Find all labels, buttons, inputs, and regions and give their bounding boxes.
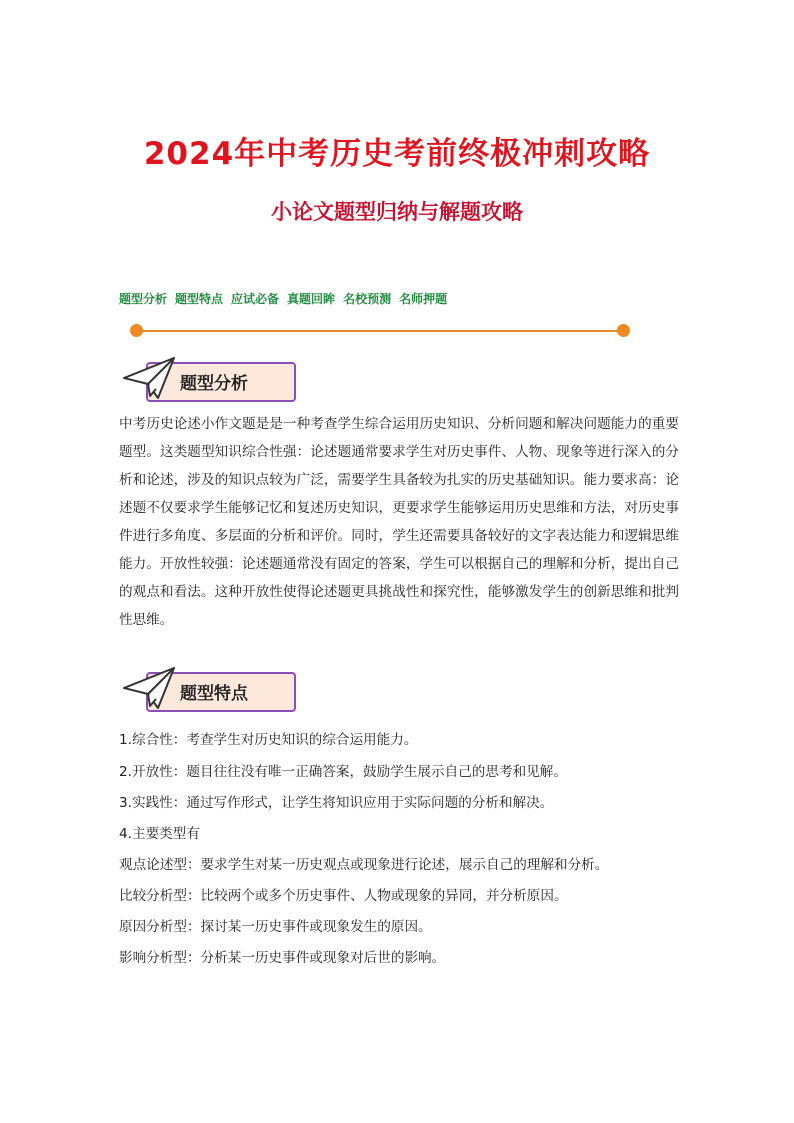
divider-dot-right — [617, 324, 630, 337]
feature-line-5: 观点论述型：要求学生对某一历史观点或现象进行论述，展示自己的理解和分析。 — [119, 857, 609, 873]
nav-item-past-exams[interactable]: 真题回眸 — [287, 292, 336, 306]
feature-line-7: 原因分析型：探讨某一历史事件或现象发生的原因。 — [119, 919, 432, 935]
nav-item-features[interactable]: 题型特点 — [175, 292, 224, 306]
feature-line-3: 3.实践性：通过写作形式，让学生将知识应用于实际问题的分析和解决。 — [119, 795, 554, 811]
paper-plane-icon — [122, 666, 178, 712]
feature-line-6: 比较分析型：比较两个或多个历史事件、人物或现象的异同，并分析原因。 — [119, 888, 568, 904]
feature-line-8: 影响分析型：分析某一历史事件或现象对后世的影响。 — [119, 950, 446, 966]
divider — [130, 324, 630, 338]
section-heading-label: 题型分析 — [180, 374, 248, 394]
section-heading-features — [122, 666, 302, 714]
feature-line-2: 2.开放性：题目往往没有唯一正确答案，鼓励学生展示自己的思考和见解。 — [119, 764, 567, 780]
feature-line-1: 1.综合性：考查学生对历史知识的综合运用能力。 — [119, 732, 418, 748]
section-heading-label: 题型特点 — [180, 684, 248, 704]
divider-line — [136, 330, 624, 332]
paper-plane-icon — [122, 356, 178, 402]
nav-item-teacher-picks[interactable]: 名师押题 — [399, 292, 448, 306]
nav-item-essentials[interactable]: 应试必备 — [231, 292, 280, 306]
nav-item-school-predictions[interactable]: 名校预测 — [343, 292, 392, 306]
main-title: 2024年中考历史考前终极冲刺攻略 — [143, 136, 651, 172]
sub-title: 小论文题型归纳与解题攻略 — [271, 200, 523, 224]
nav-bar — [119, 290, 447, 307]
analysis-paragraph: 中考历史论述小作文题是是一种考查学生综合运用历史知识、分析问题和解决问题能力的重要题型。这类题型知识综合性强：论述题通常要求学生对历史事件、人物、现象等进行深入的分析和论述，涉及的知识点较为广泛，需要学生具备较为扎实的历史基础知识。能力要求高：论述题不仅要求学生能够记忆和复述历史知识，更要求学生能够运用历史思维和方法，对历史事件进行多角度、多层面的分析和评价。同时，学生还需要具备较好的文字表达能力和逻辑思维能力。开放性较强：论述题通常没有固定的答案，学生可以根据自己的理解和分析，提出自己的观点和看法。这种开放性使得论述题更具挑战性和探究性，能够激发学生的创新思维和批判性思维。 — [119, 416, 679, 628]
divider-dot-left — [130, 324, 143, 337]
nav-item-analysis[interactable]: 题型分析 — [119, 292, 168, 306]
feature-line-4: 4.主要类型有 — [119, 826, 200, 842]
section-heading-analysis — [122, 356, 302, 404]
